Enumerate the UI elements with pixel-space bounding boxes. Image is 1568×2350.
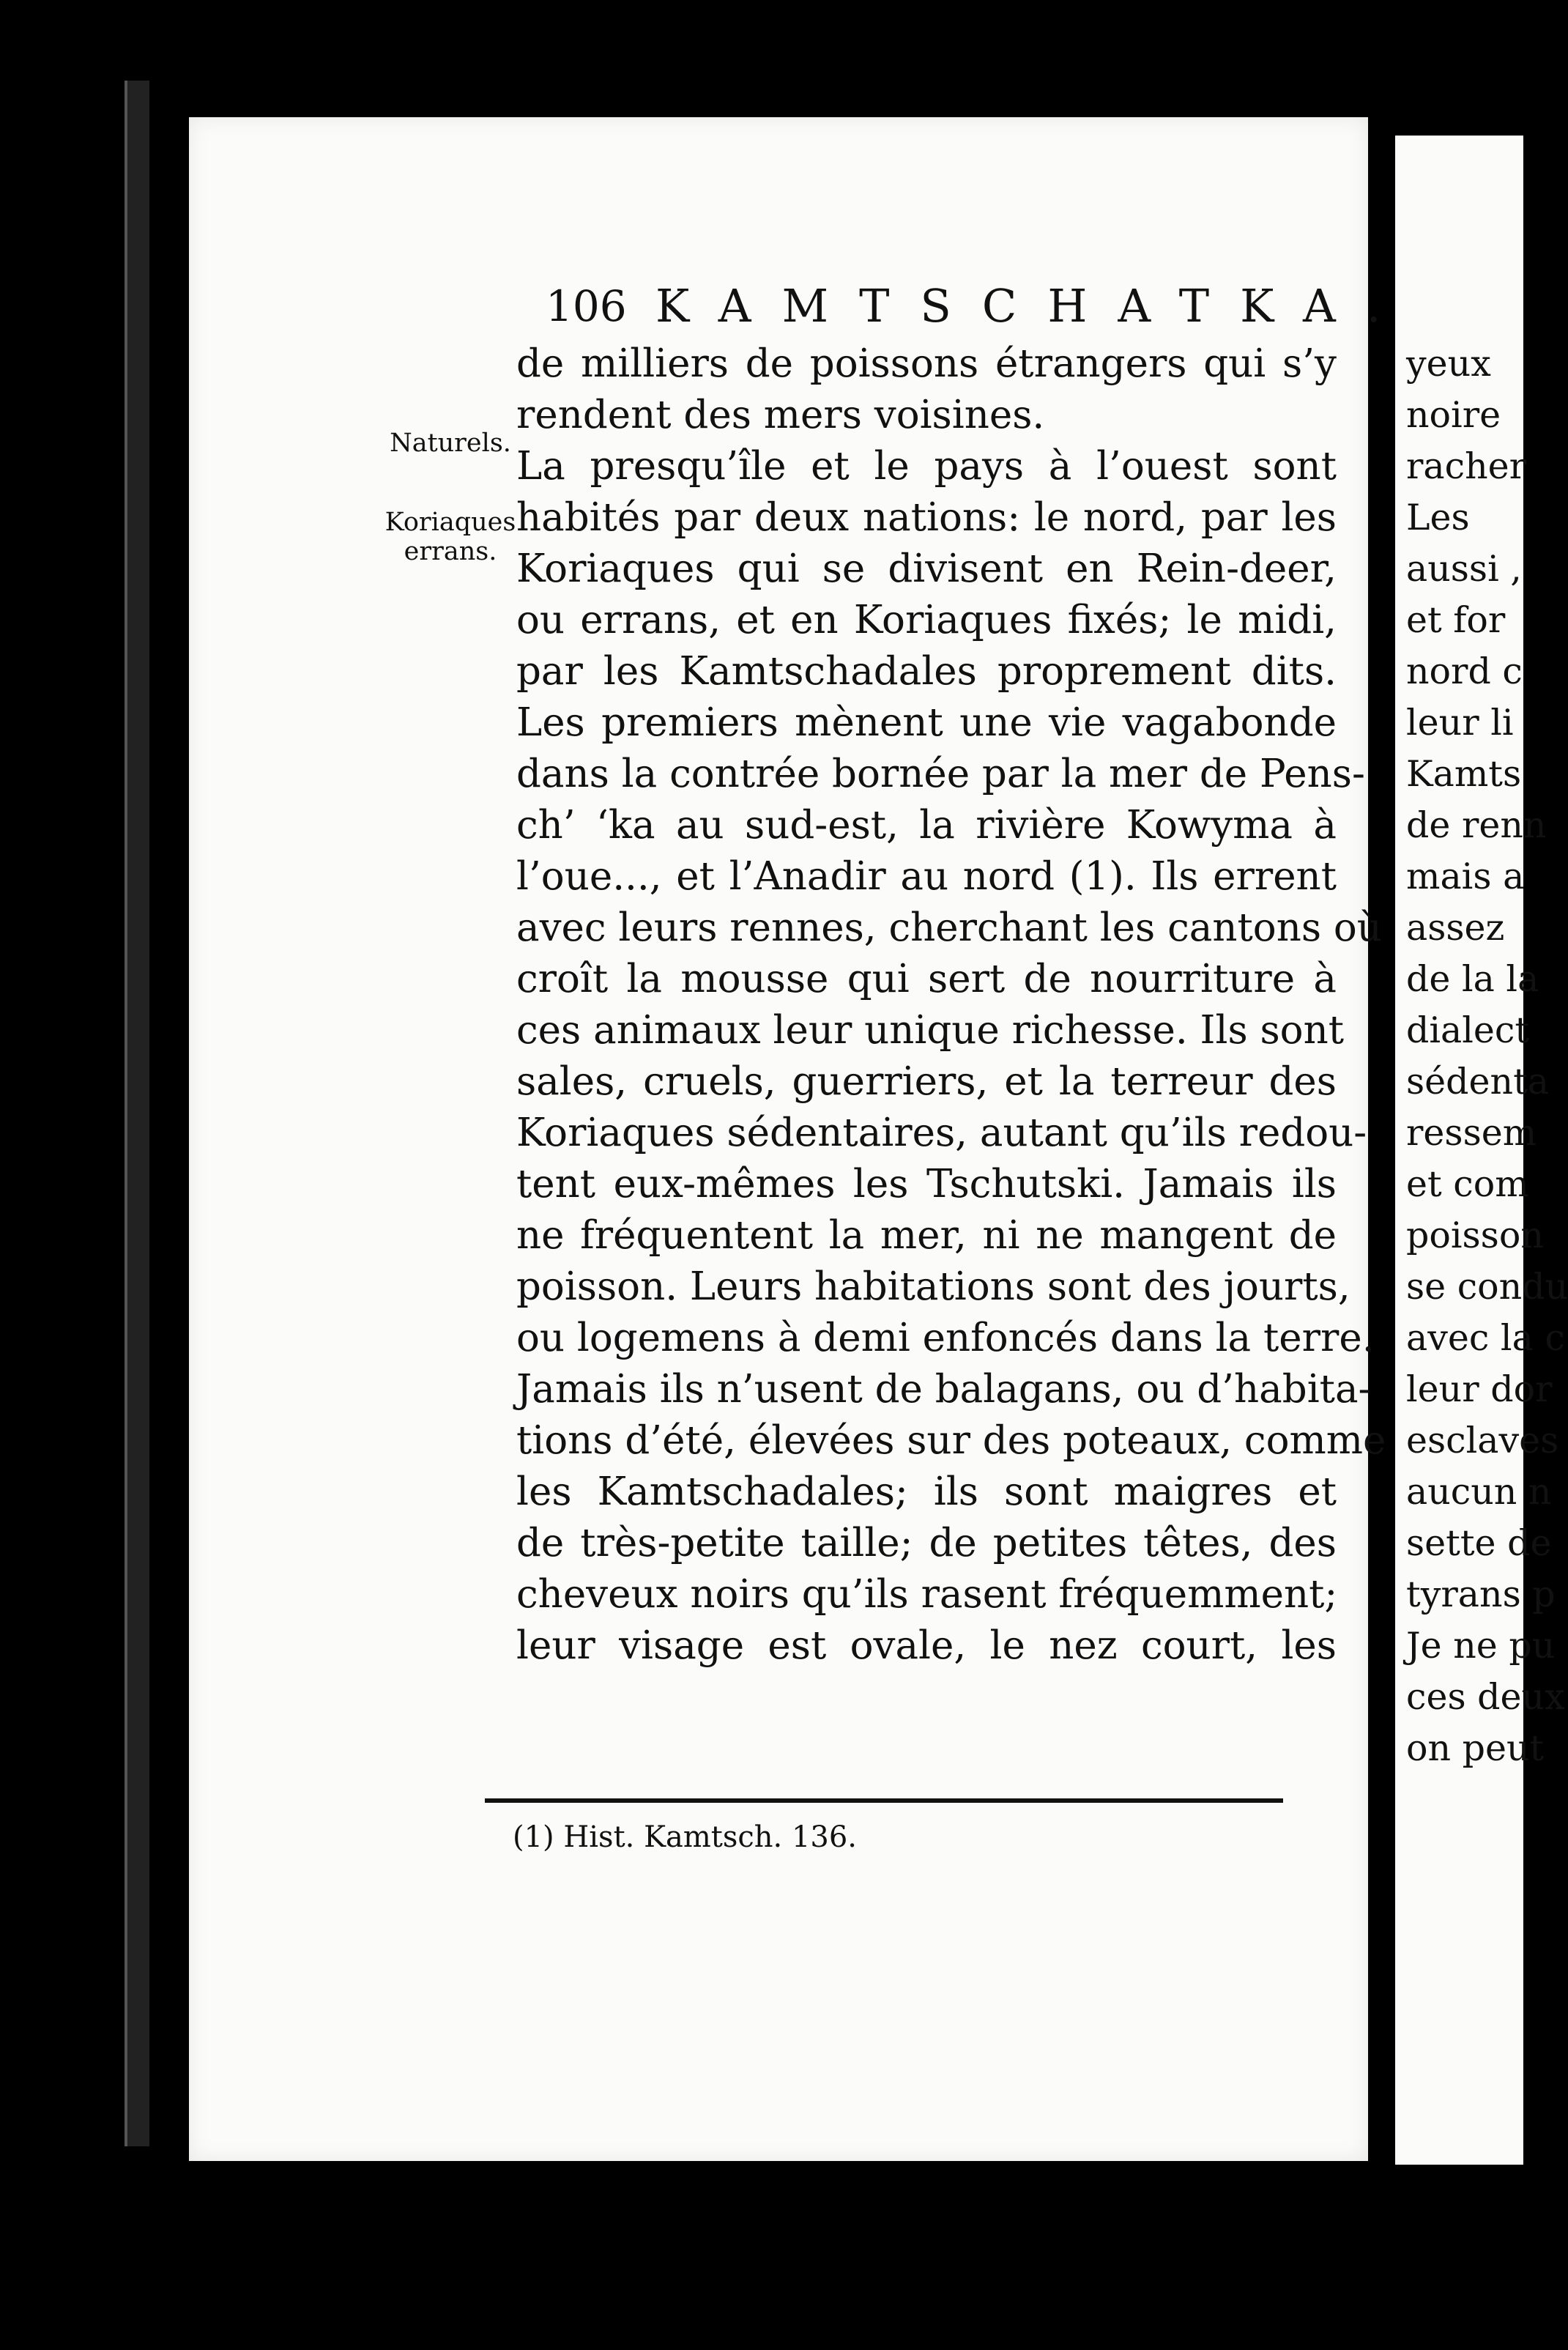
right-fragment: yeux [1406,343,1491,385]
right-fragment: leur dor [1406,1368,1553,1410]
margin-note-koriaques-errans: Koriaques errans. [384,508,516,566]
text-line: rendent des mers voisines. [516,393,1045,437]
right-fragment: leur li [1406,702,1514,744]
text-line: ne fréquentent la mer, ni ne mangent de [516,1213,1337,1258]
footnote: (1) Hist. Kamtsch. 136. [513,1820,857,1854]
right-fragment: sédenta [1406,1061,1549,1102]
text-line: dans la contrée bornée par la mer de Pens- [516,752,1365,796]
text-line: de très-petite taille; de petites têtes, des [516,1521,1337,1565]
margin-notes [370,429,531,616]
right-fragment: se condu [1406,1266,1568,1308]
text-line: Jamais ils n’usent de balagans, ou d’habita- [516,1367,1372,1412]
right-fragment: dialect [1406,1009,1530,1051]
text-line: ou errans, et en Koriaques fixés; le midi, [516,598,1337,642]
page-number: 106 [546,281,627,331]
text-line: cheveux noirs qu’ils rasent fréquemment; [516,1572,1338,1617]
right-fragment: Je ne pu [1406,1625,1556,1667]
right-fragment: nord c [1406,650,1523,692]
text-line: croît la mousse qui sert de nourriture à [516,957,1337,1001]
text-line: par les Kamtschadales proprement dits. [516,649,1337,694]
right-fragment: avec la c [1406,1317,1565,1359]
text-line: tent eux-mêmes les Tschutski. Jamais ils [516,1162,1337,1206]
text-line: poisson. Leurs habitations sont des jourts, [516,1264,1350,1309]
text-line: Les premiers mènent une vie vagabonde [516,700,1337,745]
right-page-text-fragments [1406,338,1568,1774]
main-text [516,338,1386,1672]
right-fragment: aucun n [1406,1471,1552,1513]
text-line: La presqu’île et le pays à l’ouest sont [516,444,1337,489]
right-fragment: et for [1406,599,1506,641]
right-fragment: on peut [1406,1727,1545,1769]
text-line: les Kamtschadales; ils sont maigres et [516,1469,1337,1514]
right-fragment: racher [1406,445,1527,487]
text-line: ou logemens à demi enfoncés dans la terre. [516,1316,1375,1360]
text-line: l’oue..., et l’Anadir au nord (1). Ils errent [516,854,1337,899]
right-fragment: aussi , [1406,548,1522,590]
right-fragment: ces deux [1406,1676,1565,1718]
right-fragment: mais a [1406,856,1525,897]
margin-note-naturels: Naturels. [390,429,511,458]
right-fragment: esclaves [1406,1420,1559,1461]
text-line: ces animaux leur unique richesse. Ils sont [516,1008,1345,1053]
right-fragment: de renn [1406,804,1547,846]
footnote-rule [485,1798,1283,1803]
text-line: ch’ ‘ka au sud-est, la rivière Kowyma à [516,803,1337,848]
right-fragment: et com [1406,1163,1529,1205]
right-fragment: poisson [1406,1215,1544,1256]
text-line: leur visage est ovale, le nez court, les [516,1623,1337,1668]
text-line: habités par deux nations: le nord, par les [516,495,1337,540]
text-line: Koriaques qui se divisent en Rein-deer, [516,546,1337,591]
text-line: tions d’été, élevées sur des poteaux, comme [516,1418,1386,1463]
right-fragment: tyrans p [1406,1574,1556,1615]
right-fragment: Les [1406,497,1470,538]
right-fragment: de la la [1406,958,1539,1000]
text-line: Koriaques sédentaires, autant qu’ils redou- [516,1111,1367,1155]
page-header [546,277,1412,343]
running-title: KAMTSCHATKA. [655,279,1412,333]
right-fragment: noire [1406,394,1501,436]
book-spine [125,81,149,2146]
text-line: avec leurs rennes, cherchant les cantons où [516,905,1382,950]
text-line: de milliers de poissons étrangers qui s’y [516,341,1337,386]
right-fragment: ressem [1406,1112,1537,1154]
right-fragment: assez [1406,907,1505,949]
right-fragment: sette de [1406,1522,1552,1564]
right-fragment: Kamts [1406,753,1522,795]
text-line: sales, cruels, guerriers, et la terreur des [516,1059,1337,1104]
